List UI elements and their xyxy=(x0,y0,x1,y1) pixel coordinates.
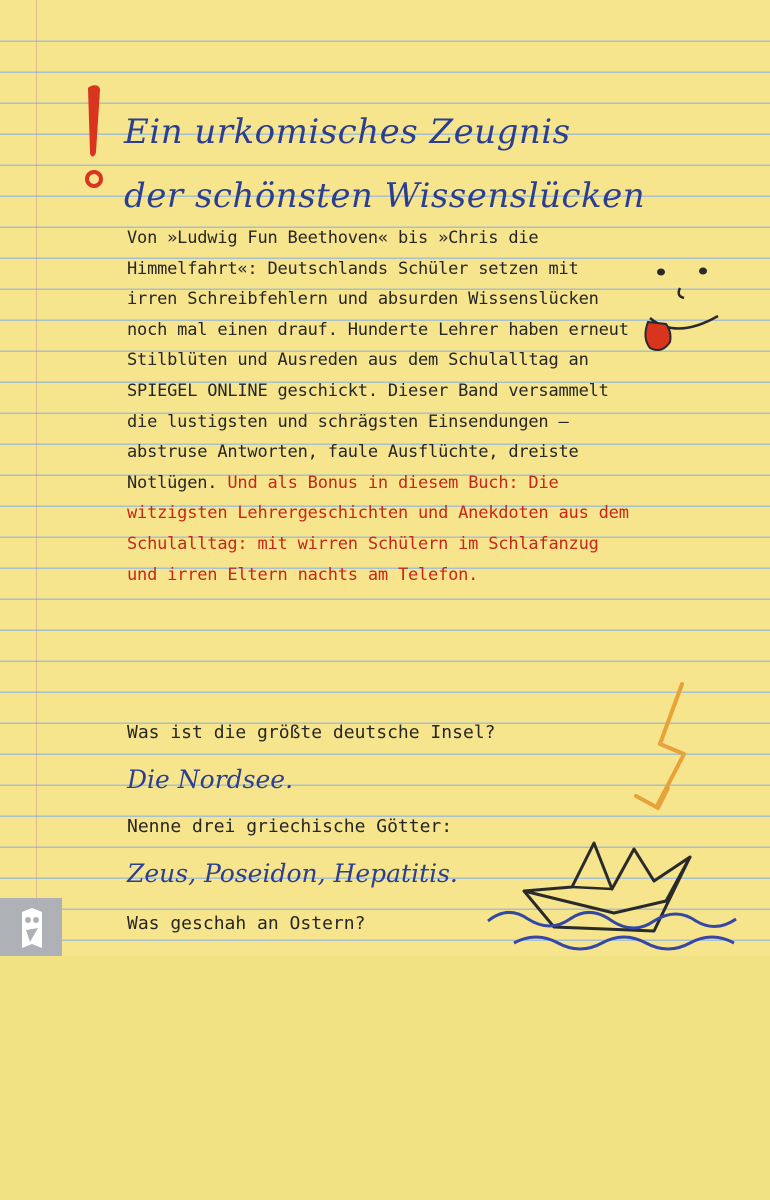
qa-item-1 xyxy=(127,718,647,796)
intro-text xyxy=(127,223,632,590)
question-text: Was geschah an Ostern? xyxy=(127,913,366,934)
headline xyxy=(124,100,744,228)
exclamation-mark-icon xyxy=(78,82,110,192)
lightning-bolt-icon xyxy=(628,680,698,820)
headline-line-1: Ein urkomisches Zeugnis xyxy=(124,112,571,152)
answer-text: Die Nordsee. xyxy=(127,765,294,794)
bottom-paper-area xyxy=(0,956,770,1200)
headline-line-2: der schönsten Wissenslücken xyxy=(124,176,646,216)
question-text: Was ist die größte deutsche Insel? xyxy=(127,722,496,743)
intro-black-text: Von »Ludwig Fun Beethoven« bis »Chris die Himmelfahrt«: Deutschlands Schüler setzen mit irren Schreibfehlern und absurden Wissenslücken noch mal einen drauf. Hunderte Lehrer haben erneut Stilblüten und Ausreden aus dem Schulalltag an SPIEGEL ONLINE geschickt. Dieser Band versammelt die lustigsten und schrägsten Einsendungen – abstruse Antworten, faule Ausflüchte, dreiste Notlügen. xyxy=(127,228,629,493)
answer-text: Zeus, Poseidon, Hepatitis. xyxy=(127,859,458,888)
publisher-owl-logo xyxy=(0,898,62,958)
smiley-tongue-icon xyxy=(636,258,736,358)
notebook-margin-line xyxy=(36,0,37,960)
question-text: Nenne drei griechische Götter: xyxy=(127,816,453,837)
owl-icon xyxy=(0,898,62,958)
intro-red-text: Und als Bonus in diesem Buch: Die witzigsten Lehrergeschichten und Anekdoten aus dem Schulalltag: mit wirren Schülern im Schlafanzug und irren Eltern nachts am Telefon. xyxy=(127,472,629,585)
paper-boat-icon xyxy=(484,835,744,965)
